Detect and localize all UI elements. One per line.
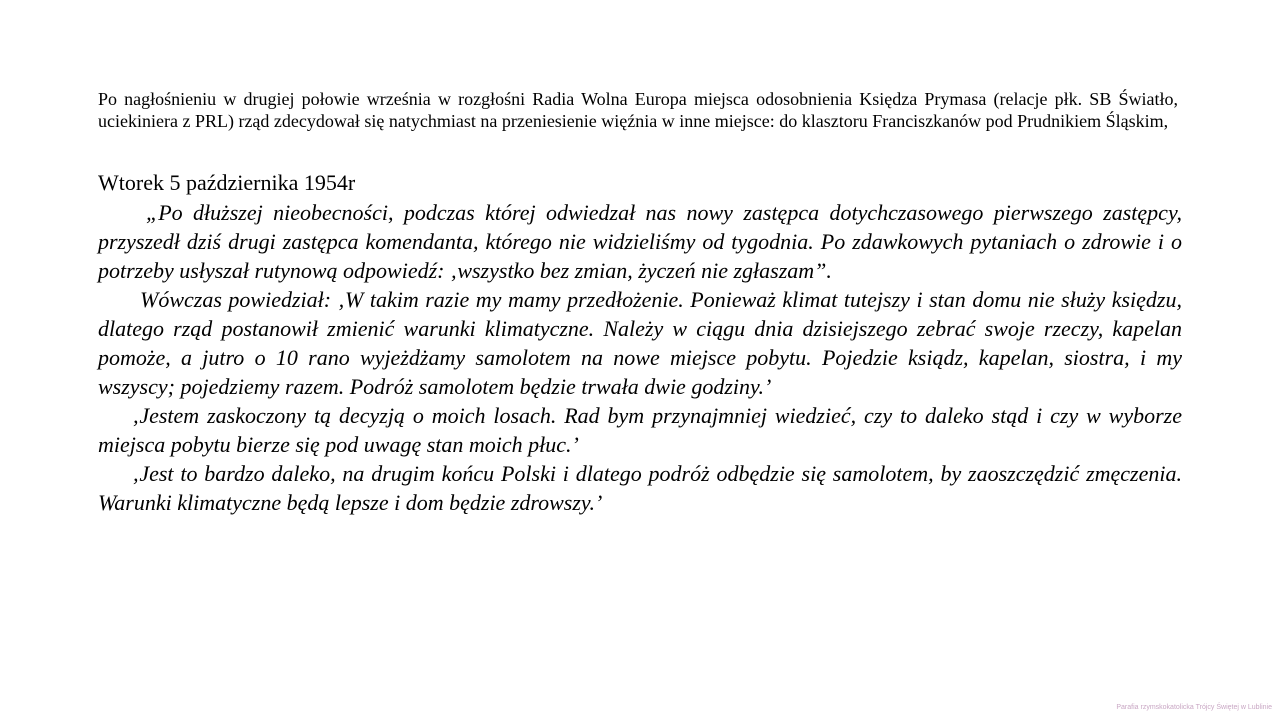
- quote-paragraph-4: ‚Jest to bardzo daleko, na drugim końcu Polski i dlatego podróż odbędzie się samolotem, by zaoszczędzić zmęczenia. Warunki klimatyczne będą lepsze i dom będzie zdrowszy.’: [98, 461, 1182, 515]
- quote-paragraph-1: „Po dłuższej nieobecności, podczas której odwiedzał nas nowy zastępca dotychczasowego pierwszego zastępcy, przyszedł dziś drugi zastępca komendanta, którego nie widzieliśmy od tygodnia. Po zdawkowych pytaniach o zdrowie i o potrzeby usłyszał rutynową odpowiedź: ‚wszystko bez zmian, życzeń nie zgłaszam”.: [98, 200, 1182, 283]
- diary-date-heading: Wtorek 5 października 1954r: [98, 170, 356, 195]
- diary-entry: [98, 198, 1182, 517]
- quote-paragraph-3: ‚Jestem zaskoczony tą decyzją o moich losach. Rad bym przynajmniej wiedzieć, czy to daleko stąd i czy w wyborze miejsca pobytu bierze się pod uwagę stan moich płuc.’: [98, 403, 1182, 457]
- intro-paragraph: Po nagłośnieniu w drugiej połowie września w rozgłośni Radia Wolna Europa miejsca odosobnienia Księdza Prymasa (relacje płk. SB Światło, uciekiniera z PRL) rząd zdecydował się natychmiast na przeniesienie więźnia w inne miejsce: do klasztoru Franciszkanów pod Prudnikiem Śląskim,: [98, 89, 1178, 131]
- quote-paragraph-2: Wówczas powiedział: ‚W takim razie my mamy przedłożenie. Ponieważ klimat tutejszy i stan domu nie służy księdzu, dlatego rząd postanowił zmienić warunki klimatyczne. Należy w ciągu dnia dzisiejszego zebrać swoje rzeczy, kapelan pomoże, a jutro o 10 rano wyjeżdżamy samolotem na nowe miejsce pobytu. Pojedzie ksiądz, kapelan, siostra, i my wszyscy; pojedziemy razem. Podróż samolotem będzie trwała dwie godziny.’: [98, 287, 1182, 399]
- footer-watermark: Parafia rzymskokatolicka Trójcy Świętej w Lublinie: [1116, 704, 1272, 711]
